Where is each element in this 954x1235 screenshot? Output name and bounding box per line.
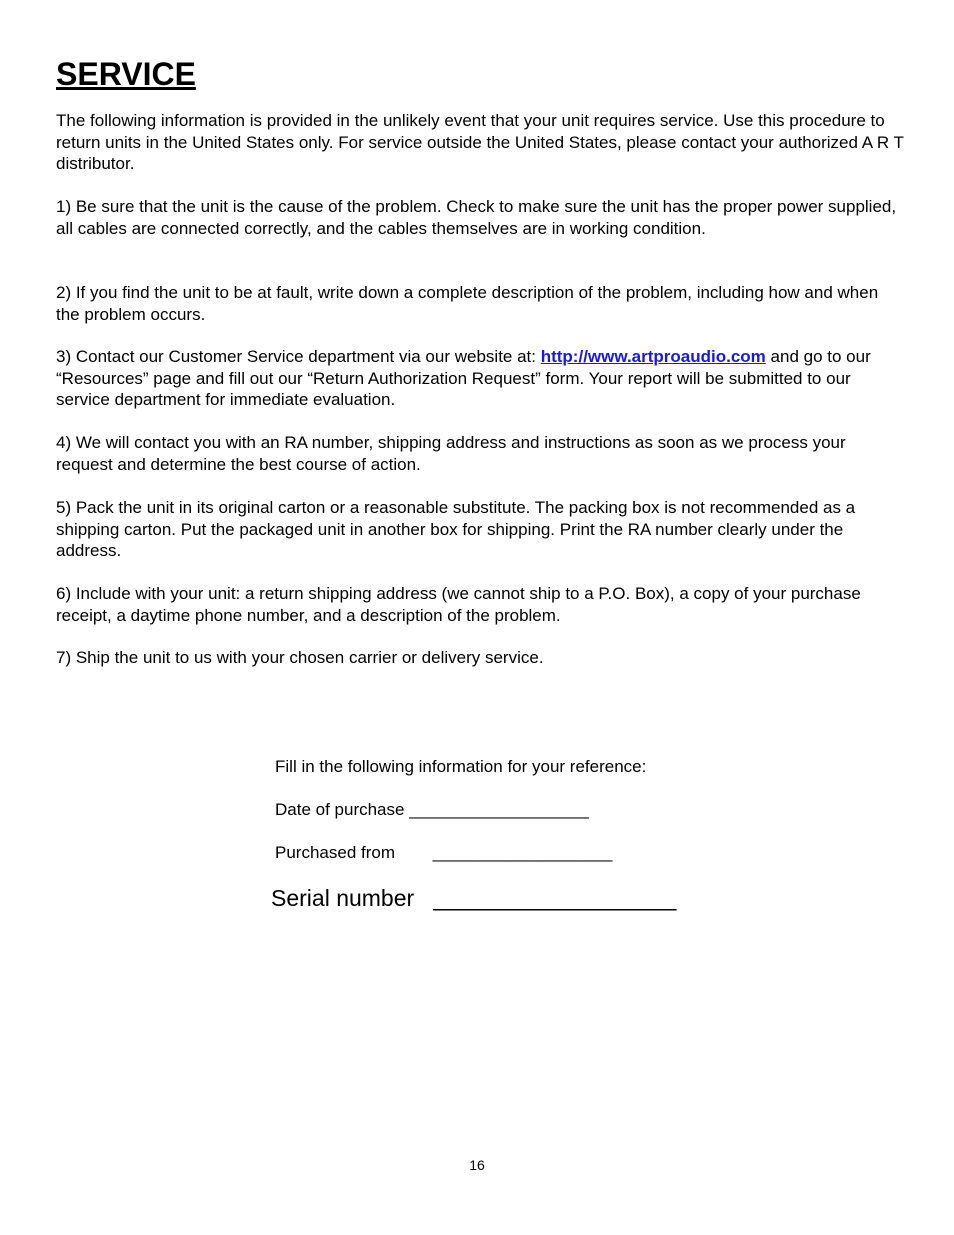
page-title: SERVICE <box>56 56 196 92</box>
step-4: 4) We will contact you with an RA number, shipping address and instructions as soon as we process your request and determine the best course of action. <box>56 433 846 474</box>
intro-paragraph: The following information is provided in the unlikely event that your unit requires service. Use this procedure to return units in the United States only. For service outside the United States, please contact your authorized A R T distributor. <box>56 111 904 173</box>
step-7: 7) Ship the unit to us with your chosen carrier or delivery service. <box>56 648 544 667</box>
date-of-purchase-field: Date of purchase ___________________ <box>275 800 589 819</box>
form-instruction: Fill in the following information for your reference: <box>275 757 647 776</box>
serial-number-field: Serial number ___________________ <box>271 885 677 911</box>
step-5: 5) Pack the unit in its original carton or a reasonable substitute. The packing box is not recommended as a shipping carton. Put the packaged unit in another box for shipping. Print the RA number clearly under the address. <box>56 498 856 560</box>
step-3-text-after: and go to our “Resources” page and fill out our “Return Authorization Request” form. Your report will be submitted to our service department for immediate evaluation. <box>56 347 871 409</box>
purchased-from-field: Purchased from ___________________ <box>275 843 613 862</box>
step-2: 2) If you find the unit to be at fault, write down a complete description of the problem, including how and when the problem occurs. <box>56 283 879 324</box>
step-3-text-before: 3) Contact our Customer Service department via our website at: <box>56 347 541 366</box>
page-number: 16 <box>469 1157 485 1173</box>
step-3 <box>56 346 906 411</box>
website-link[interactable]: http://www.artproaudio.com <box>540 347 766 366</box>
step-6: 6) Include with your unit: a return shipping address (we cannot ship to a P.O. Box), a copy of your purchase receipt, a daytime phone number, and a description of the problem. <box>56 584 861 625</box>
step-1: 1) Be sure that the unit is the cause of the problem. Check to make sure the unit has the proper power supplied, all cables are connected correctly, and the cables themselves are in working condition. <box>56 197 897 238</box>
